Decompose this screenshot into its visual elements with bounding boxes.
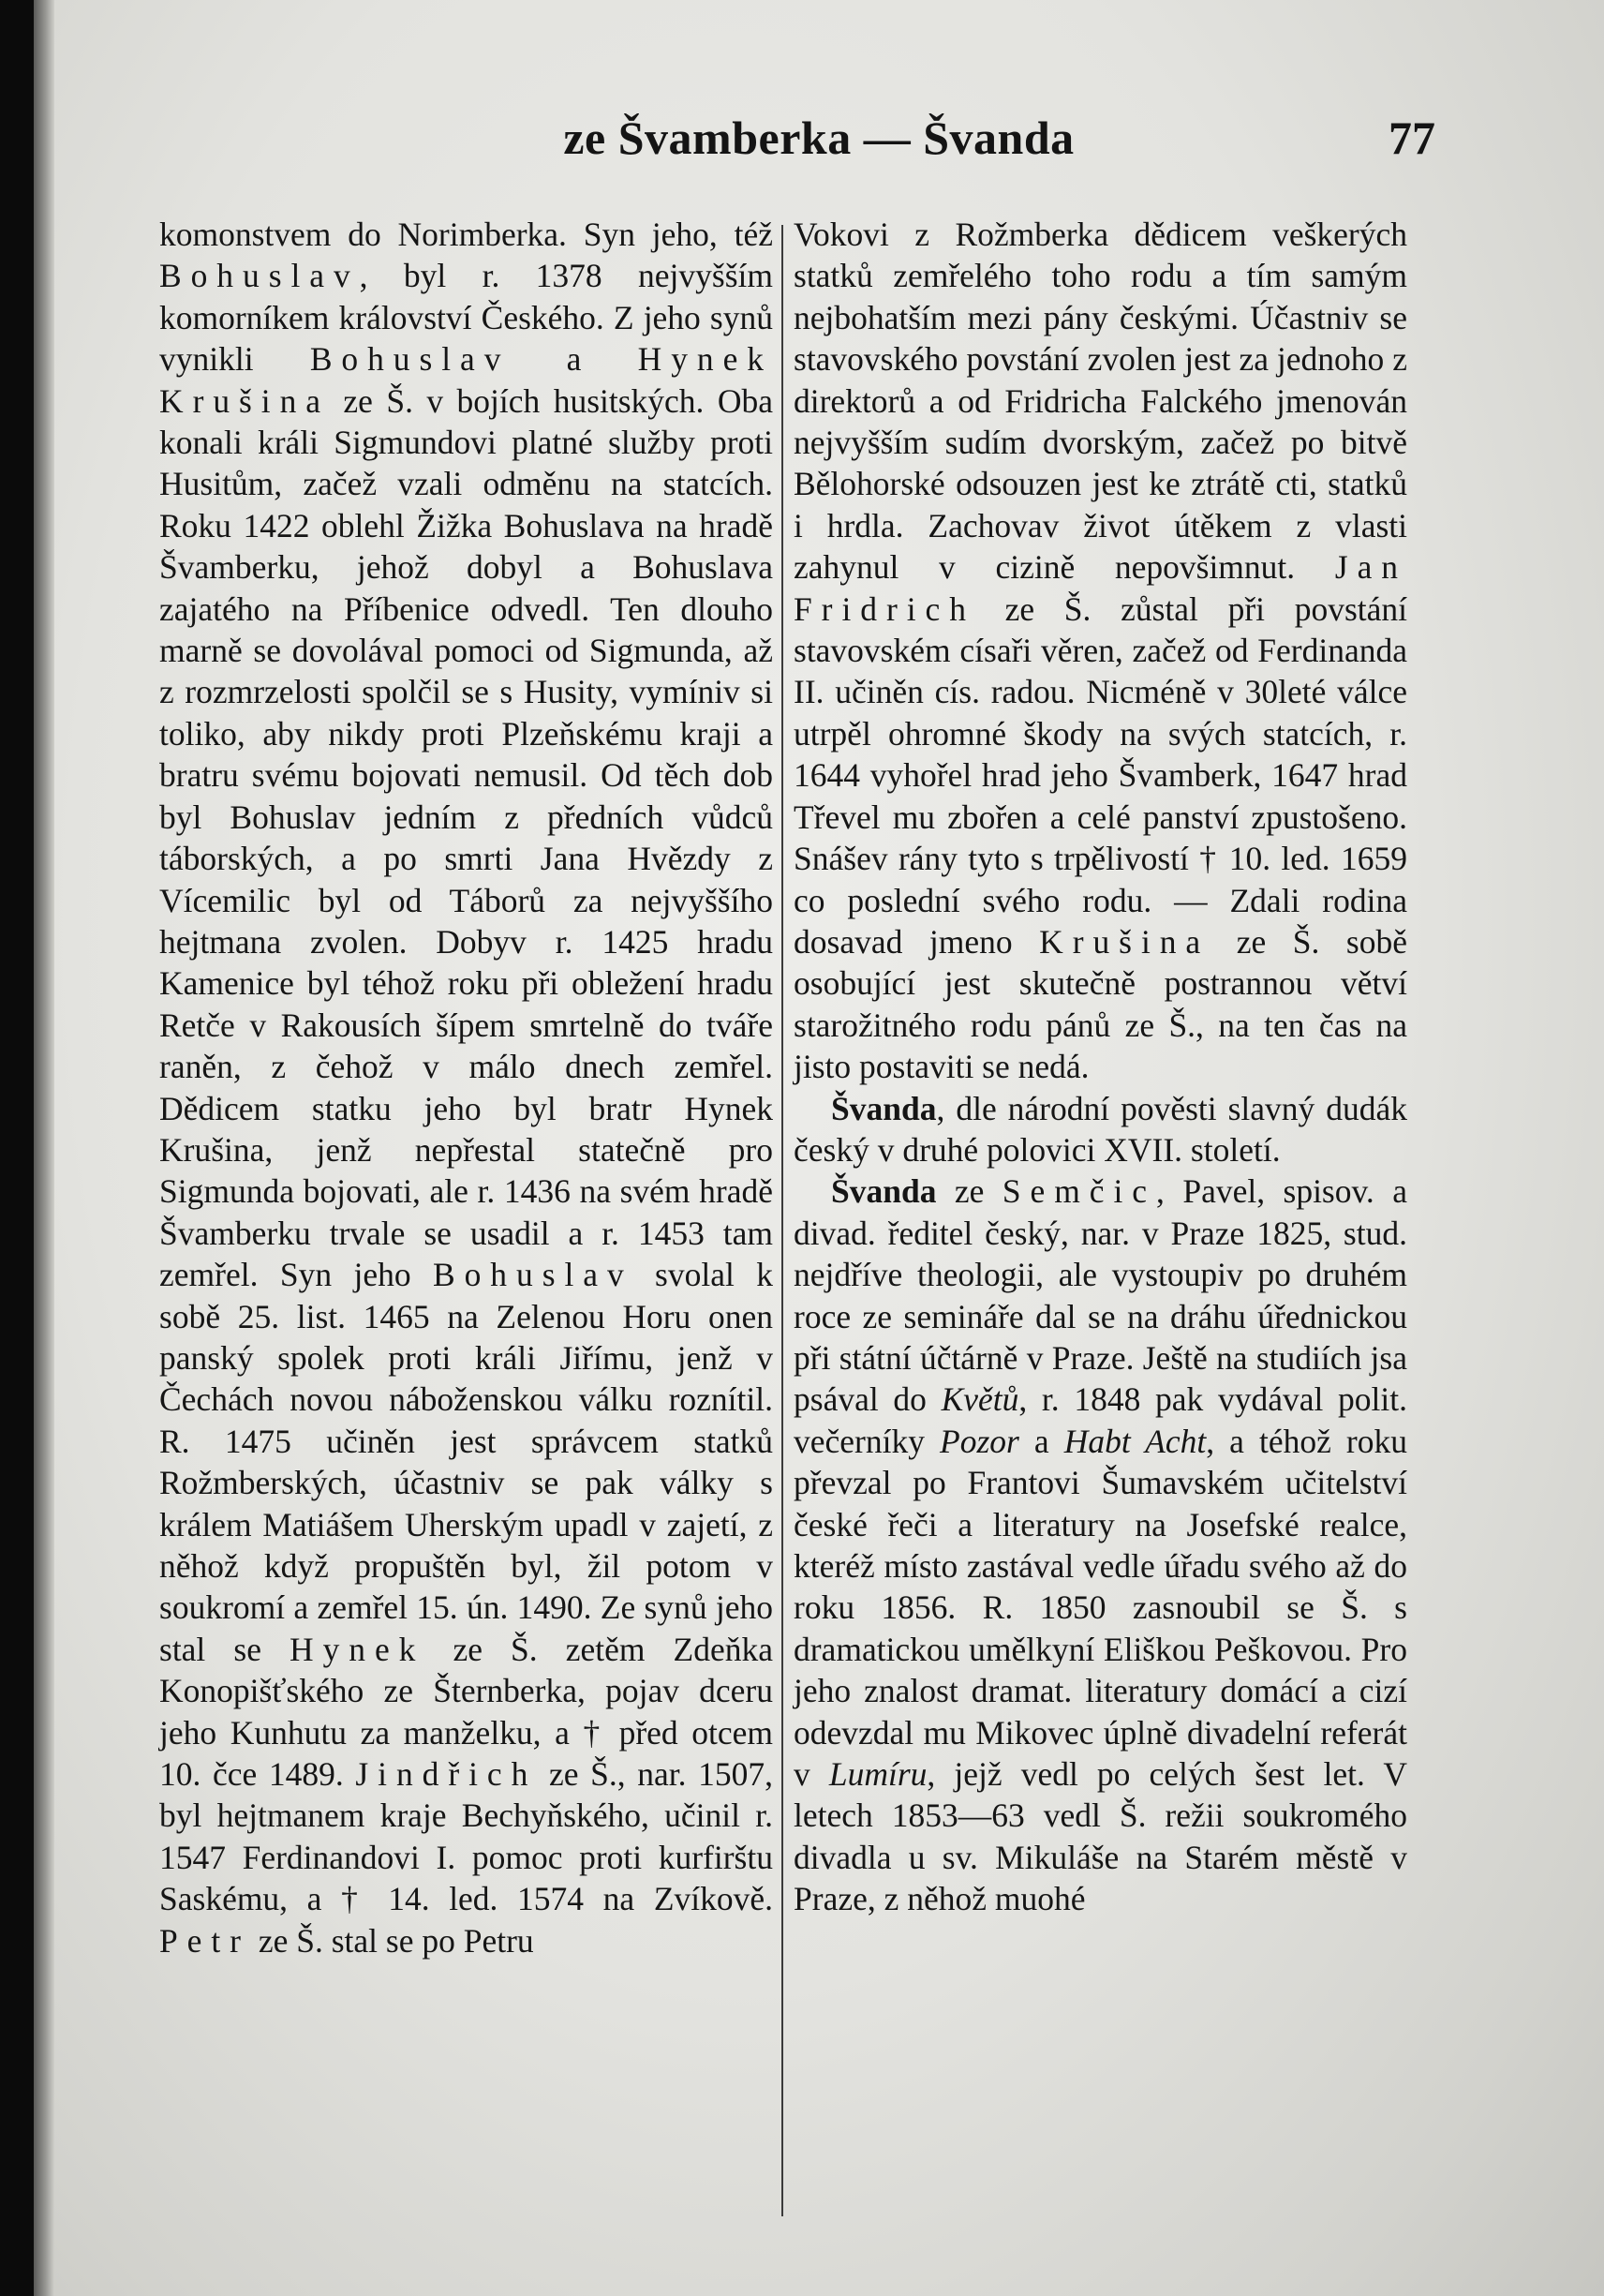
text-run: , dle národní pověsti slavný dudák český v druhé polovici XVII. století. <box>794 1089 1407 1169</box>
text-run: , r. 1848 pak vydával polit. večerníky <box>794 1380 1407 1460</box>
book-page <box>34 0 1604 2296</box>
text-run: svolal k sobě 25. list. 1465 na Zelenou Horu onen panský spolek proti králi Jiřímu, jenž v Čechách novou náboženskou válku roznítil. R. 1475 učiněn jest správcem statků Rožmberských, účastniv se pak války s králem Matiášem Uherským upadl v zajetí, z něhož když propuštěn byl, žil potom v soukromí a zemřel 15. ún. 1490. Ze synů jeho stal se <box>159 1256 773 1668</box>
text-run: ze Š. v bojích husitských. Oba konali králi Sigmundovi platné služby proti Husitům, začež vzali odměnu na statcích. Roku 1422 oblehl Žižka Bohuslava na hradě Švamberku, jehož dobyl a Bohuslava zajatého na Příbenice odvedl. Ten dlouho marně se dovolával pomoci od Sigmunda, až z rozmrzelosti spolčil se s Husity, vymíniv si toliko, aby nikdy proti Plzeňskému kraji a bratru svému bojovati nemusil. Od těch dob byl Bohuslav jedním z předních vůdců táborských, a po smrti Jana Hvězdy z Vícemilic byl od Táborů za nejvyššího hejtmana zvolen. Dobyv r. 1425 hradu Kamenice byl téhož roku při obležení hradu Retče v Rakousích šípem smrtelně do tváře raněn, z čehož v málo dnech zemřel. Dědicem statku jeho byl bratr Hynek Krušina, jenž nepřestal statečně pro Sigmunda bojovati, ale r. 1436 na svém hradě Švamberku trvale se usadil a r. 1453 tam zemřel. Syn jeho <box>159 381 773 1294</box>
spaced-name: Krušina <box>1039 922 1210 961</box>
text-run: ze Š. sobě osobující jest skutečně postrannou větví starožitného rodu pánů ze Š., na ten čas na jisto postaviti se nedá. <box>794 922 1407 1086</box>
entry-headword: Švanda <box>831 1089 937 1127</box>
text-run: , a téhož roku převzal po Frantovi Šumavském učitelství české řeči a literatury na Josefské realce, kteréž místo zastával vedle úřadu svého až do roku 1856. R. 1850 zasnoubil se Š. s dramatickou umělkyní Eliškou Peškovou. Pro jeho znalost dramat. literatury domácí a cizí odevzdal mu Mikovec úplně divadelní referát v <box>794 1422 1407 1794</box>
italic-title: Lumíru <box>828 1755 928 1794</box>
text-run: ze Š. zetěm Zdeňka Konopišťského ze Šternberka, pojav dceru jeho Kunhutu za manželku, a † před otcem 10. čce 1489. <box>159 1630 774 1794</box>
text-run: , byl r. 1378 nejvyšším komorníkem království Českého. Z jeho synů vynikli <box>159 257 773 379</box>
spaced-name: Petr <box>159 1921 250 1960</box>
spaced-name: Jan Fridrich <box>794 548 1407 628</box>
column-divider <box>781 225 783 2216</box>
book-spine-shadow <box>34 0 54 2296</box>
right-text-column <box>794 214 1407 2229</box>
text-run: Vokovi z Rožmberka dědicem veškerých statků zemřelého toho rodu a tím samým nejbohatším mezi pány českými. Účastniv se stavovského povstání zvolen jest za jednoho z direktorů a od Fridricha Falckého jmenován nejvyšším sudím dvorským, začež po bitvě Bělohorské odsouzen jest ke ztrátě cti, statků i hrdla. Zachovav život útěkem z vlasti zahynul v cizině nepovšimnut. <box>794 216 1407 587</box>
entry-svanda-ze-semcic <box>794 1170 1407 1919</box>
page-number: 77 <box>1389 112 1435 164</box>
page-header-title: ze Švamberka — Švanda <box>563 112 1075 164</box>
spaced-name: Hynek <box>290 1630 425 1668</box>
text-run: , jejž vedl po celých šest let. V letech 1853—63 vedl Š. režii soukromého divadla u sv. Mikuláše na Starém městě v Praze, z něhož muohé <box>794 1755 1407 1918</box>
text-run: ze Š. zůstal při povstání stavovském císaři věren, začež od Ferdinanda II. učiněn cís. radou. Nicméně v 30leté válce utrpěl ohromné škody na svých statcích, r. 1644 vyhořel hrad jeho Švamberk, 1647 hrad Třevel mu zbořen a celé panství zpustošeno. Snášev rány tyto s trpělivostí † 10. led. 1659 co poslední svého rodu. — Zdali rodina dosavad jmeno <box>794 589 1407 961</box>
paragraph-continuation <box>794 214 1407 1088</box>
text-run: ze Š. stal se po Petru <box>249 1921 534 1960</box>
text-run: ze Š., nar. 1507, byl hejtmanem kraje Bechyňského, učinil r. 1547 Ferdinandovi I. pomoc proti kurfirštu Saskému, a † 14. led. 1574 na Zvíkově. <box>159 1755 773 1918</box>
left-text-column <box>159 214 773 2229</box>
italic-title: Pozor <box>940 1422 1019 1460</box>
spaced-name: Bohuslav <box>159 257 360 295</box>
text-run: a <box>510 340 638 379</box>
spaced-name: Semčic <box>1002 1172 1157 1211</box>
spaced-name: Bohuslav <box>309 340 511 379</box>
entry-headword: Švanda <box>831 1172 937 1211</box>
text-run: komonstvem do Norimberka. Syn jeho, též <box>159 216 773 253</box>
italic-title: Květů <box>941 1380 1019 1419</box>
text-run: a <box>1018 1422 1064 1460</box>
text-run: , Pavel, spisov. a divad. ředitel český, nar. v Praze 1825, stud. nejdříve theologii, ale vystoupiv po druhém roce ze semináře dal se na dráhu úřednickou při státní účtárně v Praze. Ještě na studiích jsa psával do <box>794 1172 1407 1419</box>
entry-svanda-dudak <box>794 1088 1407 1171</box>
running-header <box>34 111 1604 176</box>
italic-title: Habt Acht <box>1063 1422 1207 1460</box>
text-run: ze <box>936 1172 1002 1211</box>
spaced-name: Hynek Krušina <box>159 340 773 420</box>
paragraph-continuation <box>159 214 773 1961</box>
spaced-name: Bohuslav <box>433 1256 633 1294</box>
spaced-name: Jindřich <box>355 1755 538 1794</box>
